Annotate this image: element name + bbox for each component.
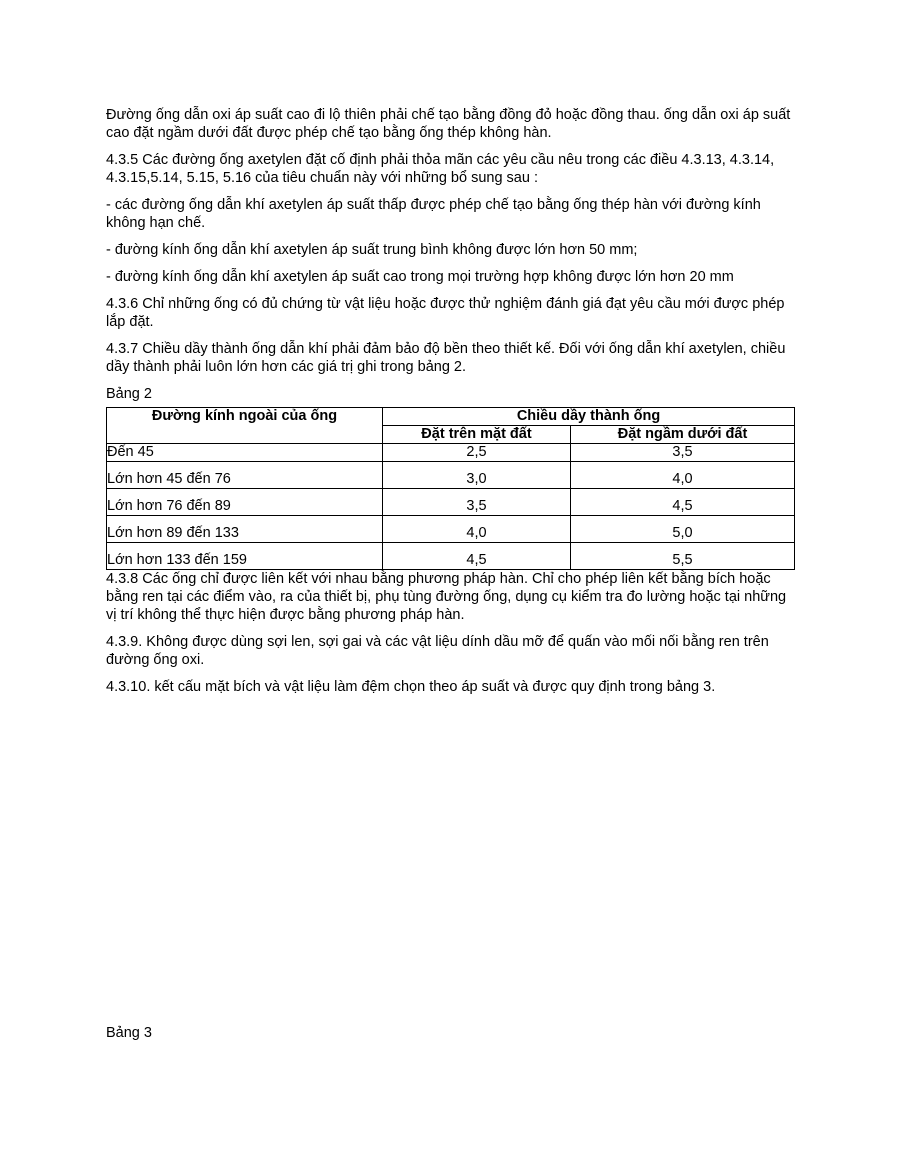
cell-diameter: Lớn hơn 89 đến 133 — [107, 516, 383, 543]
cell-below: 5,5 — [571, 543, 795, 570]
header-wall-thickness: Chiều dầy thành ống — [383, 408, 795, 426]
paragraph-4-3-7: 4.3.7 Chiều dầy thành ống dẫn khí phải đảm bảo độ bền theo thiết kế. Đối với ống dẫn khí axetylen, chiều dầy thành phải luôn lớn hơn các giá trị ghi trong bảng 2. — [106, 341, 786, 375]
cell-below: 3,5 — [571, 444, 795, 462]
table2 — [106, 407, 795, 570]
cell-above: 2,5 — [383, 444, 571, 462]
cell-below: 4,0 — [571, 462, 795, 489]
table-row — [107, 462, 795, 489]
paragraph-4-3-10: 4.3.10. kết cấu mặt bích và vật liệu làm đệm chọn theo áp suất và được quy định trong bảng 3. — [106, 679, 716, 695]
cell-above: 3,5 — [383, 489, 571, 516]
paragraph-oxygen-pipe: Đường ống dẫn oxi áp suất cao đi lộ thiên phải chế tạo bằng đồng đỏ hoặc đồng thau. ống dẫn oxi áp suất cao đặt ngầm dưới đất được phép chế tạo bằng ống thép không hàn. — [106, 107, 791, 141]
paragraph-high-pressure: - đường kính ống dẫn khí axetylen áp suất cao trong mọi trường hợp không được lớn hơn 20 mm — [106, 269, 734, 285]
cell-above: 4,5 — [383, 543, 571, 570]
table-row — [107, 489, 795, 516]
cell-diameter: Lớn hơn 133 đến 159 — [107, 543, 383, 570]
paragraph-low-pressure: - các đường ống dẫn khí axetylen áp suất thấp được phép chế tạo bằng ống thép hàn với đường kính không hạn chế. — [106, 197, 761, 231]
paragraph-medium-pressure: - đường kính ống dẫn khí axetylen áp suất trung bình không được lớn hơn 50 mm; — [106, 242, 638, 258]
header-above-ground: Đặt trên mặt đất — [383, 426, 571, 444]
table3-caption: Bảng 3 — [106, 1025, 152, 1041]
cell-above: 3,0 — [383, 462, 571, 489]
cell-diameter: Đến 45 — [107, 444, 383, 462]
paragraph-4-3-9: 4.3.9. Không được dùng sợi len, sợi gai và các vật liệu dính dầu mỡ để quấn vào mối nối bằng ren trên đường ống oxi. — [106, 634, 769, 668]
cell-below: 4,5 — [571, 489, 795, 516]
cell-diameter: Lớn hơn 76 đến 89 — [107, 489, 383, 516]
paragraph-4-3-6: 4.3.6 Chỉ những ống có đủ chứng từ vật liệu hoặc được thử nghiệm đánh giá đạt yêu cầu mới được phép lắp đặt. — [106, 296, 785, 330]
table-row — [107, 516, 795, 543]
paragraph-4-3-5: 4.3.5 Các đường ống axetylen đặt cố định phải thỏa mãn các yêu cầu nêu trong các điều 4.3.13, 4.3.14, 4.3.15,5.14, 5.15, 5.16 của tiêu chuẩn này với những bổ sung sau : — [106, 152, 775, 186]
cell-below: 5,0 — [571, 516, 795, 543]
header-below-ground: Đặt ngầm dưới đất — [571, 426, 795, 444]
paragraph-4-3-8: 4.3.8 Các ống chỉ được liên kết với nhau bằng phương pháp hàn. Chỉ cho phép liên kết bằng bích hoặc bằng ren tại các điểm vào, ra của thiết bị, phụ tùng đường ống, dụng cụ kiểm tra đo lường hoặc tại những vị trí không thể thực hiện được bằng phương pháp hàn. — [106, 571, 787, 623]
table-row — [107, 543, 795, 570]
cell-above: 4,0 — [383, 516, 571, 543]
cell-diameter: Lớn hơn 45 đến 76 — [107, 462, 383, 489]
table2-caption: Bảng 2 — [106, 386, 152, 402]
header-outer-diameter: Đường kính ngoài của ống — [107, 408, 383, 444]
table-row — [107, 444, 795, 462]
document-page — [106, 106, 796, 705]
